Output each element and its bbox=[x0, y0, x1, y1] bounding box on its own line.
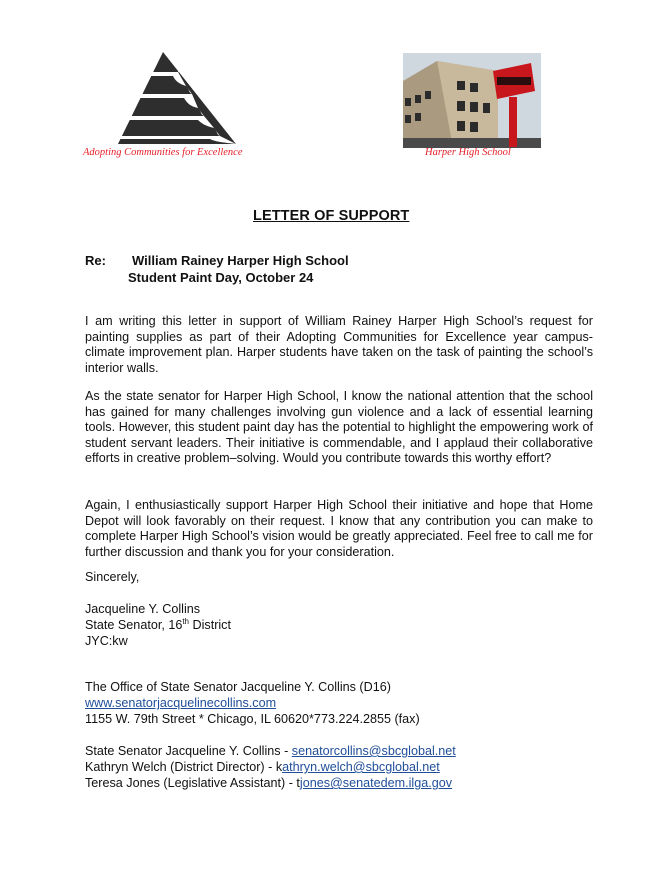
contact-email-link[interactable]: senatorcollins@sbcglobal.net bbox=[291, 744, 456, 758]
contact-row bbox=[85, 760, 440, 776]
school-building-photo bbox=[403, 53, 541, 148]
signer-title-prefix: State Senator, 16 bbox=[85, 618, 183, 632]
signer-title bbox=[85, 618, 231, 634]
signer-title-sup: th bbox=[182, 616, 189, 626]
logo-caption: Adopting Communities for Excellence bbox=[83, 147, 243, 158]
contact-label: Teresa Jones (Legislative Assistant) - bbox=[85, 776, 297, 790]
closing-salutation: Sincerely, bbox=[85, 570, 140, 584]
contact-label: Kathryn Welch (District Director) - bbox=[85, 760, 276, 774]
pyramid-logo bbox=[118, 52, 236, 148]
typist-initials: JYC:kw bbox=[85, 634, 128, 648]
office-address: 1155 W. 79th Street * Chicago, IL 60620*773.224.2855 (fax) bbox=[85, 712, 420, 726]
photo-caption: Harper High School bbox=[425, 147, 511, 158]
body-paragraph-1: I am writing this letter in support of William Rainey Harper High School’s request for painting supplies as part of their Adopting Communities for Excellence year campus-climate improvement plan. Harper students have taken on the task of painting the school’s interior walls. bbox=[85, 314, 593, 375]
contact-email-link[interactable]: athryn.welch@sbcglobal.net bbox=[282, 760, 440, 774]
office-website-link[interactable]: www.senatorjacquelinecollins.com bbox=[85, 696, 277, 710]
body-paragraph-3: Again, I enthusiastically support Harper High School their initiative and hope that Home Depot will look favorably on their request. I know that any contribution you can make to complete Harper High School’s vision would be greatly appreciated. Feel free to call me for further discussion and thank you for your consideration. bbox=[85, 498, 593, 559]
contact-email-prefix: t bbox=[296, 776, 300, 790]
office-name: The Office of State Senator Jacqueline Y. Collins (D16) bbox=[85, 680, 391, 694]
re-subject-line1: William Rainey Harper High School bbox=[132, 253, 349, 268]
contact-email-link[interactable]: jones@senatedem.ilga.gov bbox=[299, 776, 452, 790]
contact-row bbox=[85, 776, 452, 792]
contact-label: State Senator Jacqueline Y. Collins - bbox=[85, 744, 292, 758]
page-title: LETTER OF SUPPORT bbox=[253, 208, 410, 224]
contact-row bbox=[85, 744, 456, 760]
signer-name: Jacqueline Y. Collins bbox=[85, 602, 201, 616]
contact-email-prefix: k bbox=[275, 760, 283, 774]
body-paragraph-2: As the state senator for Harper High School, I know the national attention that the school has gained for many challenges involving gun violence and a lack of essential learning tools. However, this student paint day has the potential to highlight the empowering work of student servant leaders. Their initiative is commendable, and I applaud their collaborative efforts in creative problem–solving. Would you contribute towards this worthy effort? bbox=[85, 389, 593, 466]
re-label: Re: bbox=[85, 253, 106, 268]
re-subject-line2: Student Paint Day, October 24 bbox=[128, 270, 314, 285]
pyramid-logo-icon bbox=[118, 52, 236, 148]
signer-title-suffix: District bbox=[189, 618, 231, 632]
